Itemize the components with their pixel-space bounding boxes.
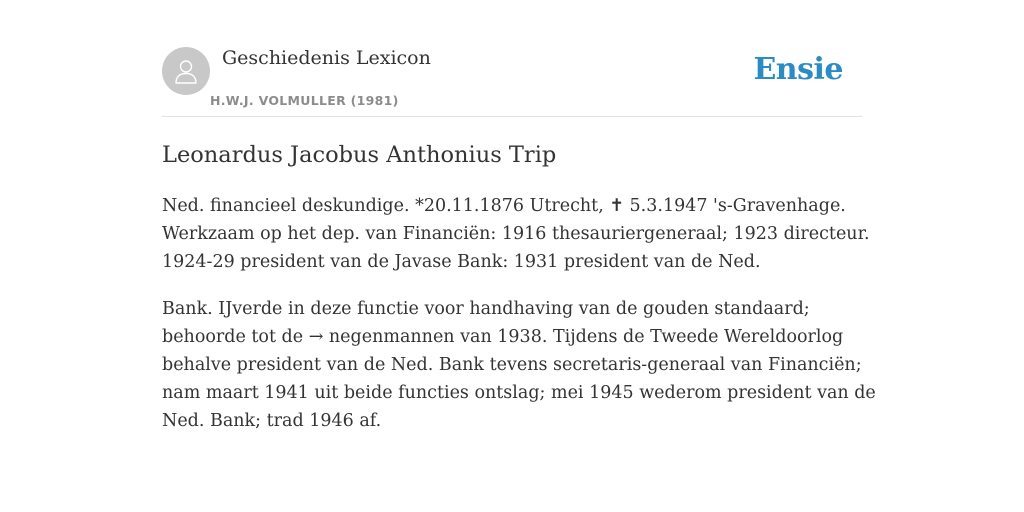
user-icon — [172, 57, 200, 85]
paragraph-line: behalve president van de Ned. Bank tevens secretaris-generaal van Financiën; — [162, 355, 862, 375]
text-segment: van 1938. Tijdens de Tweede Wereldoorlog — [454, 327, 844, 347]
source-header — [162, 0, 862, 117]
paragraph-line: 1924-29 president van de Javase Bank: 1931 president van de Ned. — [162, 252, 761, 272]
paragraph-line: Ned. Bank; trad 1946 af. — [162, 411, 382, 431]
paragraph-line: Ned. financieel deskundige. *20.11.1876 Utrecht, ✝ 5.3.1947 's-Gravenhage. — [162, 196, 846, 216]
author-byline[interactable]: H.W.J. VOLMULLER (1981) — [210, 93, 399, 108]
entry-title: Leonardus Jacobus Anthonius Trip — [162, 142, 557, 168]
source-title[interactable]: Geschiedenis Lexicon — [222, 47, 431, 69]
text-segment: behoorde tot de — [162, 327, 309, 347]
paragraph-line: Bank. IJverde in deze functie voor handhaving van de gouden standaard; — [162, 299, 810, 319]
article-page — [162, 0, 876, 512]
avatar[interactable] — [162, 47, 210, 95]
paragraph-line: Werkzaam op het dep. van Financiën: 1916 thesauriergeneraal; 1923 directeur. — [162, 224, 870, 244]
paragraph-1 — [162, 192, 870, 276]
paragraph-line: nam maart 1941 uit beide functies ontslag; mei 1945 wederom president van de — [162, 383, 876, 403]
ensie-logo[interactable]: Ensie — [753, 52, 843, 87]
paragraph-2 — [162, 295, 876, 435]
paragraph-line — [162, 323, 862, 351]
cross-reference-link[interactable]: → negenmannen — [308, 327, 455, 347]
